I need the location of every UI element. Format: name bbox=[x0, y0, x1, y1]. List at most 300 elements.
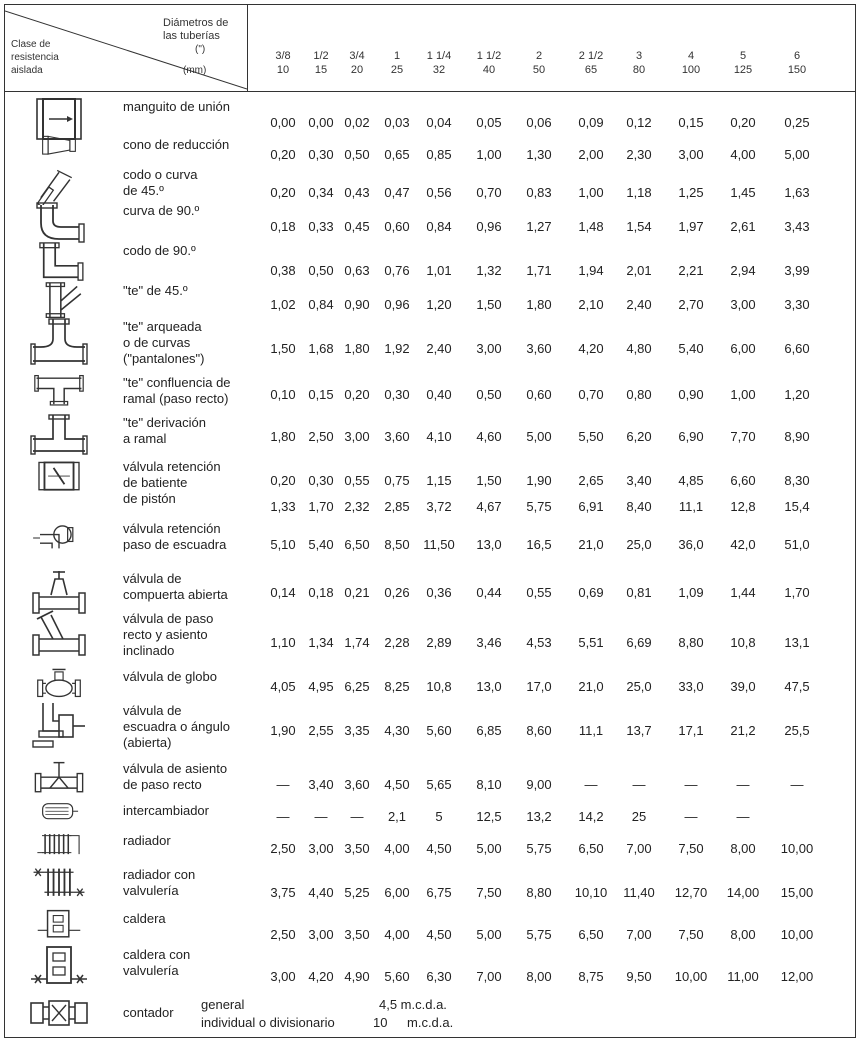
value-cell: 6,60 bbox=[784, 341, 810, 356]
value-cell: 3,46 bbox=[476, 635, 502, 650]
value-cell: 42,0 bbox=[730, 537, 756, 552]
value-cell: 1,44 bbox=[730, 585, 756, 600]
value-cell: 0,70 bbox=[476, 185, 502, 200]
row-label-line: caldera bbox=[123, 911, 166, 926]
angle-check-valve-icon bbox=[29, 519, 89, 557]
row-icon-cell bbox=[29, 135, 89, 165]
value-cell: 5,00 bbox=[784, 147, 810, 162]
value-cell: 10,00 bbox=[674, 969, 708, 984]
value-cell: 3,30 bbox=[784, 297, 810, 312]
value-cell: 1,00 bbox=[476, 147, 502, 162]
value-cell: 4,40 bbox=[308, 885, 334, 900]
row-label-line: válvula de globo bbox=[123, 669, 217, 684]
row-label-line: codo de 90.º bbox=[123, 243, 196, 258]
row-icon-cell bbox=[29, 865, 89, 905]
value-cell: — bbox=[684, 809, 698, 824]
value-cell: 5,40 bbox=[678, 341, 704, 356]
tee-branch-icon bbox=[29, 413, 89, 457]
value-cell: 2,94 bbox=[730, 263, 756, 278]
value-cell: — bbox=[790, 777, 804, 792]
row-icon-cell bbox=[29, 609, 89, 659]
value-cell: 6,85 bbox=[476, 723, 502, 738]
column-header-inch: 2 bbox=[535, 50, 543, 62]
column-header bbox=[671, 49, 711, 77]
row-label-line: inclinado bbox=[123, 643, 175, 658]
value-cell: — bbox=[632, 777, 646, 792]
value-cell: 8,75 bbox=[578, 969, 604, 984]
column-header-mm: 15 bbox=[314, 64, 328, 76]
value-cell: 1,30 bbox=[526, 147, 552, 162]
value-cell: 21,0 bbox=[578, 679, 604, 694]
value-cell: 14,00 bbox=[726, 885, 760, 900]
value-cell: 3,00 bbox=[344, 429, 370, 444]
value-cell: 12,00 bbox=[780, 969, 814, 984]
row-icon-cell bbox=[29, 457, 89, 497]
value-cell: 7,70 bbox=[730, 429, 756, 444]
row-label-line: de pistón bbox=[123, 491, 176, 506]
value-cell: 1,50 bbox=[476, 297, 502, 312]
value-cell: 5,00 bbox=[476, 927, 502, 942]
value-cell: 10,00 bbox=[780, 927, 814, 942]
value-cell: 1,63 bbox=[784, 185, 810, 200]
row-label-line: radiador con bbox=[123, 867, 196, 882]
value-cell: 8,90 bbox=[784, 429, 810, 444]
value-cell: 0,30 bbox=[384, 387, 410, 402]
value-cell: 6,50 bbox=[578, 841, 604, 856]
value-cell: 0,44 bbox=[476, 585, 502, 600]
value-cell: 0,90 bbox=[678, 387, 704, 402]
row-label bbox=[123, 703, 263, 751]
column-header-inch: 1 1/4 bbox=[426, 50, 452, 62]
row-label bbox=[123, 911, 263, 927]
value-cell: 4,00 bbox=[730, 147, 756, 162]
row-label bbox=[123, 99, 263, 115]
value-cell: 0,45 bbox=[344, 219, 370, 234]
reducer-cone-icon bbox=[29, 135, 89, 165]
row-label-line: radiador bbox=[123, 833, 171, 848]
value-cell: 17,0 bbox=[526, 679, 552, 694]
radiator-icon bbox=[29, 831, 89, 865]
value-cell: 1,50 bbox=[476, 473, 502, 488]
row-label-line: manguito de unión bbox=[123, 99, 230, 114]
value-cell: 5,60 bbox=[426, 723, 452, 738]
value-cell: 5,40 bbox=[308, 537, 334, 552]
row-label-line: a ramal bbox=[123, 431, 167, 446]
value-cell: 11,1 bbox=[578, 723, 604, 738]
value-cell: 4,50 bbox=[426, 927, 452, 942]
value-cell: 0,30 bbox=[308, 473, 334, 488]
value-cell: 0,60 bbox=[384, 219, 410, 234]
column-header-inch: 4 bbox=[687, 50, 695, 62]
value-cell: 0,20 bbox=[730, 115, 756, 130]
row-label-line: ("pantalones") bbox=[123, 351, 205, 366]
column-header-inch: 6 bbox=[793, 50, 801, 62]
value-cell: 6,60 bbox=[730, 473, 756, 488]
oblique-seat-valve-icon bbox=[29, 609, 89, 659]
column-header-inch: 1 1/2 bbox=[476, 50, 502, 62]
value-cell: 8,30 bbox=[784, 473, 810, 488]
value-cell: 0,38 bbox=[270, 263, 296, 278]
value-cell: 5,00 bbox=[526, 429, 552, 444]
value-cell: 1,70 bbox=[308, 499, 334, 514]
value-cell: 4,00 bbox=[384, 927, 410, 942]
value-cell: 7,50 bbox=[678, 841, 704, 856]
value-cell: 1,94 bbox=[578, 263, 604, 278]
value-cell: 6,69 bbox=[626, 635, 652, 650]
value-cell: 0,03 bbox=[384, 115, 410, 130]
value-cell: 25 bbox=[631, 809, 647, 824]
value-cell: 3,00 bbox=[730, 297, 756, 312]
value-cell: 0,84 bbox=[308, 297, 334, 312]
value-cell: 2,85 bbox=[384, 499, 410, 514]
value-cell: 2,50 bbox=[270, 841, 296, 856]
column-header-inch: 3 bbox=[635, 50, 643, 62]
value-cell: 9,50 bbox=[626, 969, 652, 984]
value-cell: 0,55 bbox=[526, 585, 552, 600]
boiler-icon bbox=[29, 909, 89, 945]
row-label-line: válvula retención bbox=[123, 521, 221, 536]
value-cell: — bbox=[276, 777, 290, 792]
value-cell: 0,83 bbox=[526, 185, 552, 200]
value-cell: 3,43 bbox=[784, 219, 810, 234]
value-cell: 1,20 bbox=[784, 387, 810, 402]
tee-straight-icon bbox=[29, 373, 89, 411]
value-cell: 5,10 bbox=[270, 537, 296, 552]
value-cell: 3,00 bbox=[308, 841, 334, 856]
value-cell: 0,47 bbox=[384, 185, 410, 200]
row-icon-cell bbox=[29, 413, 89, 457]
row-label bbox=[123, 669, 263, 685]
column-header-inch: 5 bbox=[739, 50, 747, 62]
value-cell: 3,60 bbox=[384, 429, 410, 444]
row-icon-cell bbox=[29, 909, 89, 945]
value-cell: 0,09 bbox=[578, 115, 604, 130]
value-cell: 1,45 bbox=[730, 185, 756, 200]
value-cell: 11,00 bbox=[727, 969, 759, 984]
column-header bbox=[377, 49, 417, 77]
value-cell: 2,40 bbox=[426, 341, 452, 356]
value-cell: 12,70 bbox=[674, 885, 708, 900]
row-icon-cell bbox=[29, 701, 89, 751]
value-cell: 13,7 bbox=[626, 723, 652, 738]
value-cell: 3,00 bbox=[270, 969, 296, 984]
row-label-line: compuerta abierta bbox=[123, 587, 228, 602]
row-label-line: caldera con bbox=[123, 947, 191, 962]
value-cell: 7,50 bbox=[678, 927, 704, 942]
row-label bbox=[123, 319, 263, 367]
row-label-line: intercambiador bbox=[123, 803, 209, 818]
value-cell: 1,00 bbox=[730, 387, 756, 402]
value-cell: 5,25 bbox=[344, 885, 370, 900]
value-cell: 0,76 bbox=[384, 263, 410, 278]
value-cell: 3,40 bbox=[308, 777, 334, 792]
value-cell: 2,00 bbox=[578, 147, 604, 162]
row-label bbox=[123, 203, 263, 219]
value-cell: 6,30 bbox=[426, 969, 452, 984]
value-cell: 4,50 bbox=[384, 777, 410, 792]
meter-type-general: general bbox=[201, 997, 245, 1012]
column-header bbox=[619, 49, 659, 77]
value-cell: 1,00 bbox=[578, 185, 604, 200]
angle-valve-icon bbox=[29, 701, 89, 751]
resistance-table bbox=[4, 4, 856, 1038]
value-cell: 25,5 bbox=[784, 723, 810, 738]
value-cell: 4,85 bbox=[678, 473, 704, 488]
value-cell: 8,25 bbox=[384, 679, 410, 694]
value-cell: 6,00 bbox=[730, 341, 756, 356]
column-header-mm: 50 bbox=[532, 64, 546, 76]
value-cell: 3,50 bbox=[344, 841, 370, 856]
value-cell: 3,00 bbox=[678, 147, 704, 162]
column-header bbox=[419, 49, 459, 77]
value-cell: 1,80 bbox=[526, 297, 552, 312]
value-cell: 7,50 bbox=[476, 885, 502, 900]
value-cell: 1,54 bbox=[626, 219, 652, 234]
value-cell: 4,20 bbox=[308, 969, 334, 984]
column-header bbox=[469, 49, 509, 77]
header-corner-cell bbox=[5, 5, 248, 91]
value-cell: 4,80 bbox=[626, 341, 652, 356]
row-label bbox=[123, 375, 263, 407]
value-cell: 12,8 bbox=[730, 499, 756, 514]
row-label-line: paso de escuadra bbox=[123, 537, 227, 552]
value-cell: 0,69 bbox=[578, 585, 604, 600]
column-header-inch: 3/8 bbox=[275, 50, 291, 62]
value-cell: 2,50 bbox=[308, 429, 334, 444]
value-cell: 5,50 bbox=[578, 429, 604, 444]
value-cell: 0,26 bbox=[384, 585, 410, 600]
row-icon-cell bbox=[29, 317, 89, 373]
value-cell: 1,74 bbox=[344, 635, 370, 650]
value-cell: 8,40 bbox=[626, 499, 652, 514]
value-cell: 4,20 bbox=[578, 341, 604, 356]
row-label-line: curva de 90.º bbox=[123, 203, 200, 218]
diameter-caption-1: Diámetros de bbox=[163, 17, 229, 29]
value-cell: 4,60 bbox=[476, 429, 502, 444]
value-cell: 6,00 bbox=[384, 885, 410, 900]
value-cell: 3,35 bbox=[344, 723, 370, 738]
value-cell: 0,25 bbox=[784, 115, 810, 130]
value-cell: 0,96 bbox=[476, 219, 502, 234]
value-cell: — bbox=[276, 809, 290, 824]
column-header-mm: 32 bbox=[432, 64, 446, 76]
column-header-mm: 40 bbox=[482, 64, 496, 76]
row-icon-cell bbox=[29, 519, 89, 557]
value-cell: 13,1 bbox=[784, 635, 810, 650]
row-label bbox=[123, 459, 263, 491]
value-cell: 2,1 bbox=[387, 809, 407, 824]
value-cell: 10,8 bbox=[730, 635, 756, 650]
row-icon-cell bbox=[29, 667, 89, 703]
value-cell: 1,18 bbox=[626, 185, 652, 200]
row-label-line: "te" confluencia de bbox=[123, 375, 231, 390]
value-cell: 3,00 bbox=[308, 927, 334, 942]
value-cell: 10,8 bbox=[426, 679, 452, 694]
value-cell: — bbox=[736, 809, 750, 824]
value-cell: — bbox=[684, 777, 698, 792]
value-cell: 0,00 bbox=[308, 115, 334, 130]
row-label bbox=[123, 137, 263, 153]
row-icon-cell bbox=[29, 945, 89, 993]
diameter-caption-2: las tuberías bbox=[163, 30, 220, 42]
value-cell: 7,00 bbox=[626, 841, 652, 856]
row-icon-cell bbox=[29, 373, 89, 411]
column-header-mm: 65 bbox=[584, 64, 598, 76]
value-cell: 1,90 bbox=[526, 473, 552, 488]
meter-label: contador bbox=[123, 1005, 174, 1020]
value-cell: 4,90 bbox=[344, 969, 370, 984]
meter-value-general: 4,5 m.c.d.a. bbox=[379, 997, 447, 1012]
value-cell: 1,02 bbox=[270, 297, 296, 312]
heat-exchanger-icon bbox=[29, 801, 89, 831]
column-header-mm: 25 bbox=[390, 64, 404, 76]
value-cell: 7,00 bbox=[626, 927, 652, 942]
table-header bbox=[5, 5, 855, 92]
elbow-45-icon bbox=[29, 165, 89, 205]
value-cell: 1,48 bbox=[578, 219, 604, 234]
value-cell: 0,36 bbox=[426, 585, 452, 600]
row-label-line: válvula de bbox=[123, 571, 182, 586]
row-label bbox=[123, 571, 263, 603]
value-cell: 4,00 bbox=[384, 841, 410, 856]
value-cell: 8,10 bbox=[476, 777, 502, 792]
value-cell: 0,65 bbox=[384, 147, 410, 162]
value-cell: — bbox=[314, 809, 328, 824]
value-cell: 2,89 bbox=[426, 635, 452, 650]
column-header-inch: 3/4 bbox=[349, 50, 365, 62]
value-cell: 4,95 bbox=[308, 679, 334, 694]
boiler-valves-icon bbox=[29, 945, 89, 993]
value-cell: 3,00 bbox=[476, 341, 502, 356]
row-label-line: ramal (paso recto) bbox=[123, 391, 229, 406]
value-cell: 12,5 bbox=[476, 809, 502, 824]
value-cell: 4,30 bbox=[384, 723, 410, 738]
value-cell: 2,10 bbox=[578, 297, 604, 312]
value-cell: 0,15 bbox=[678, 115, 704, 130]
column-header bbox=[723, 49, 763, 77]
check-valve-icon bbox=[29, 457, 89, 497]
class-caption-3: aislada bbox=[11, 65, 43, 76]
value-cell: 1,25 bbox=[678, 185, 704, 200]
row-icon-cell bbox=[29, 165, 89, 205]
value-cell: 0,20 bbox=[344, 387, 370, 402]
row-icon-cell bbox=[29, 759, 89, 799]
row-label bbox=[123, 283, 263, 299]
column-header bbox=[263, 49, 303, 77]
value-cell: 5,65 bbox=[426, 777, 452, 792]
value-cell: 4,53 bbox=[526, 635, 552, 650]
value-cell: 8,80 bbox=[526, 885, 552, 900]
column-header-mm: 20 bbox=[350, 64, 364, 76]
value-cell: 1,10 bbox=[270, 635, 296, 650]
value-cell: 1,80 bbox=[344, 341, 370, 356]
value-cell: 2,50 bbox=[270, 927, 296, 942]
row-icon-cell bbox=[29, 241, 89, 283]
value-cell: — bbox=[736, 777, 750, 792]
row-label-line: de batiente bbox=[123, 475, 188, 490]
meter-value-individual: 10 bbox=[373, 1015, 388, 1030]
water-meter-icon bbox=[29, 993, 89, 1033]
value-cell: 5,00 bbox=[476, 841, 502, 856]
value-cell: 2,40 bbox=[626, 297, 652, 312]
row-label-line: válvula de bbox=[123, 703, 182, 718]
value-cell: 6,91 bbox=[578, 499, 604, 514]
row-label-line: codo o curva bbox=[123, 167, 198, 182]
value-cell: 11,40 bbox=[623, 885, 655, 900]
row-icon-cell bbox=[29, 201, 89, 245]
value-cell: 0,18 bbox=[308, 585, 334, 600]
value-cell: 6,20 bbox=[626, 429, 652, 444]
value-cell: 0,60 bbox=[526, 387, 552, 402]
row-label-line: escuadra o ángulo bbox=[123, 719, 230, 734]
diameter-caption-inch: (") bbox=[195, 44, 206, 55]
row-label-line: recto y asiento bbox=[123, 627, 208, 642]
value-cell: 1,33 bbox=[270, 499, 296, 514]
row-label bbox=[123, 243, 263, 259]
value-cell: 6,50 bbox=[578, 927, 604, 942]
value-cell: 0,30 bbox=[308, 147, 334, 162]
value-cell: 2,65 bbox=[578, 473, 604, 488]
column-header bbox=[571, 49, 611, 77]
value-cell: 21,2 bbox=[730, 723, 756, 738]
value-cell: 14,2 bbox=[578, 809, 604, 824]
value-cell: — bbox=[584, 777, 598, 792]
straight-seat-valve-icon bbox=[29, 759, 89, 799]
row-label bbox=[123, 521, 263, 553]
meter-unit-individual: m.c.d.a. bbox=[407, 1015, 454, 1030]
value-cell: 25,0 bbox=[626, 679, 652, 694]
value-cell: 0,84 bbox=[426, 219, 452, 234]
value-cell: 1,97 bbox=[678, 219, 704, 234]
value-cell: 0,81 bbox=[626, 585, 652, 600]
value-cell: 3,75 bbox=[270, 885, 296, 900]
value-cell: 1,92 bbox=[384, 341, 410, 356]
tee-45-icon bbox=[29, 281, 89, 321]
value-cell: 10,10 bbox=[574, 885, 608, 900]
value-cell: 3,99 bbox=[784, 263, 810, 278]
value-cell: 5,60 bbox=[384, 969, 410, 984]
value-cell: 0,63 bbox=[344, 263, 370, 278]
value-cell: 2,70 bbox=[678, 297, 704, 312]
row-label bbox=[123, 415, 263, 447]
value-cell: 4,50 bbox=[426, 841, 452, 856]
value-cell: 5,75 bbox=[526, 927, 552, 942]
value-cell: 0,06 bbox=[526, 115, 552, 130]
row-label-line: valvulería bbox=[123, 883, 179, 898]
value-cell: 3,40 bbox=[626, 473, 652, 488]
value-cell: 1,09 bbox=[678, 585, 704, 600]
value-cell: 0,18 bbox=[270, 219, 296, 234]
value-cell: 6,90 bbox=[678, 429, 704, 444]
value-cell: 0,43 bbox=[344, 185, 370, 200]
value-cell: 1,01 bbox=[426, 263, 452, 278]
elbow-90-icon bbox=[29, 241, 89, 283]
value-cell: 0,75 bbox=[384, 473, 410, 488]
value-cell: 1,20 bbox=[426, 297, 452, 312]
value-cell: 0,40 bbox=[426, 387, 452, 402]
value-cell: 3,50 bbox=[344, 927, 370, 942]
value-cell: 9,00 bbox=[526, 777, 552, 792]
value-cell: 0,05 bbox=[476, 115, 502, 130]
column-header bbox=[519, 49, 559, 77]
value-cell: 1,71 bbox=[526, 263, 552, 278]
value-cell: 4,05 bbox=[270, 679, 296, 694]
value-cell: 39,0 bbox=[730, 679, 756, 694]
value-cell: 0,10 bbox=[270, 387, 296, 402]
value-cell: 1,32 bbox=[476, 263, 502, 278]
value-cell: 1,90 bbox=[270, 723, 296, 738]
value-cell: 3,72 bbox=[426, 499, 452, 514]
